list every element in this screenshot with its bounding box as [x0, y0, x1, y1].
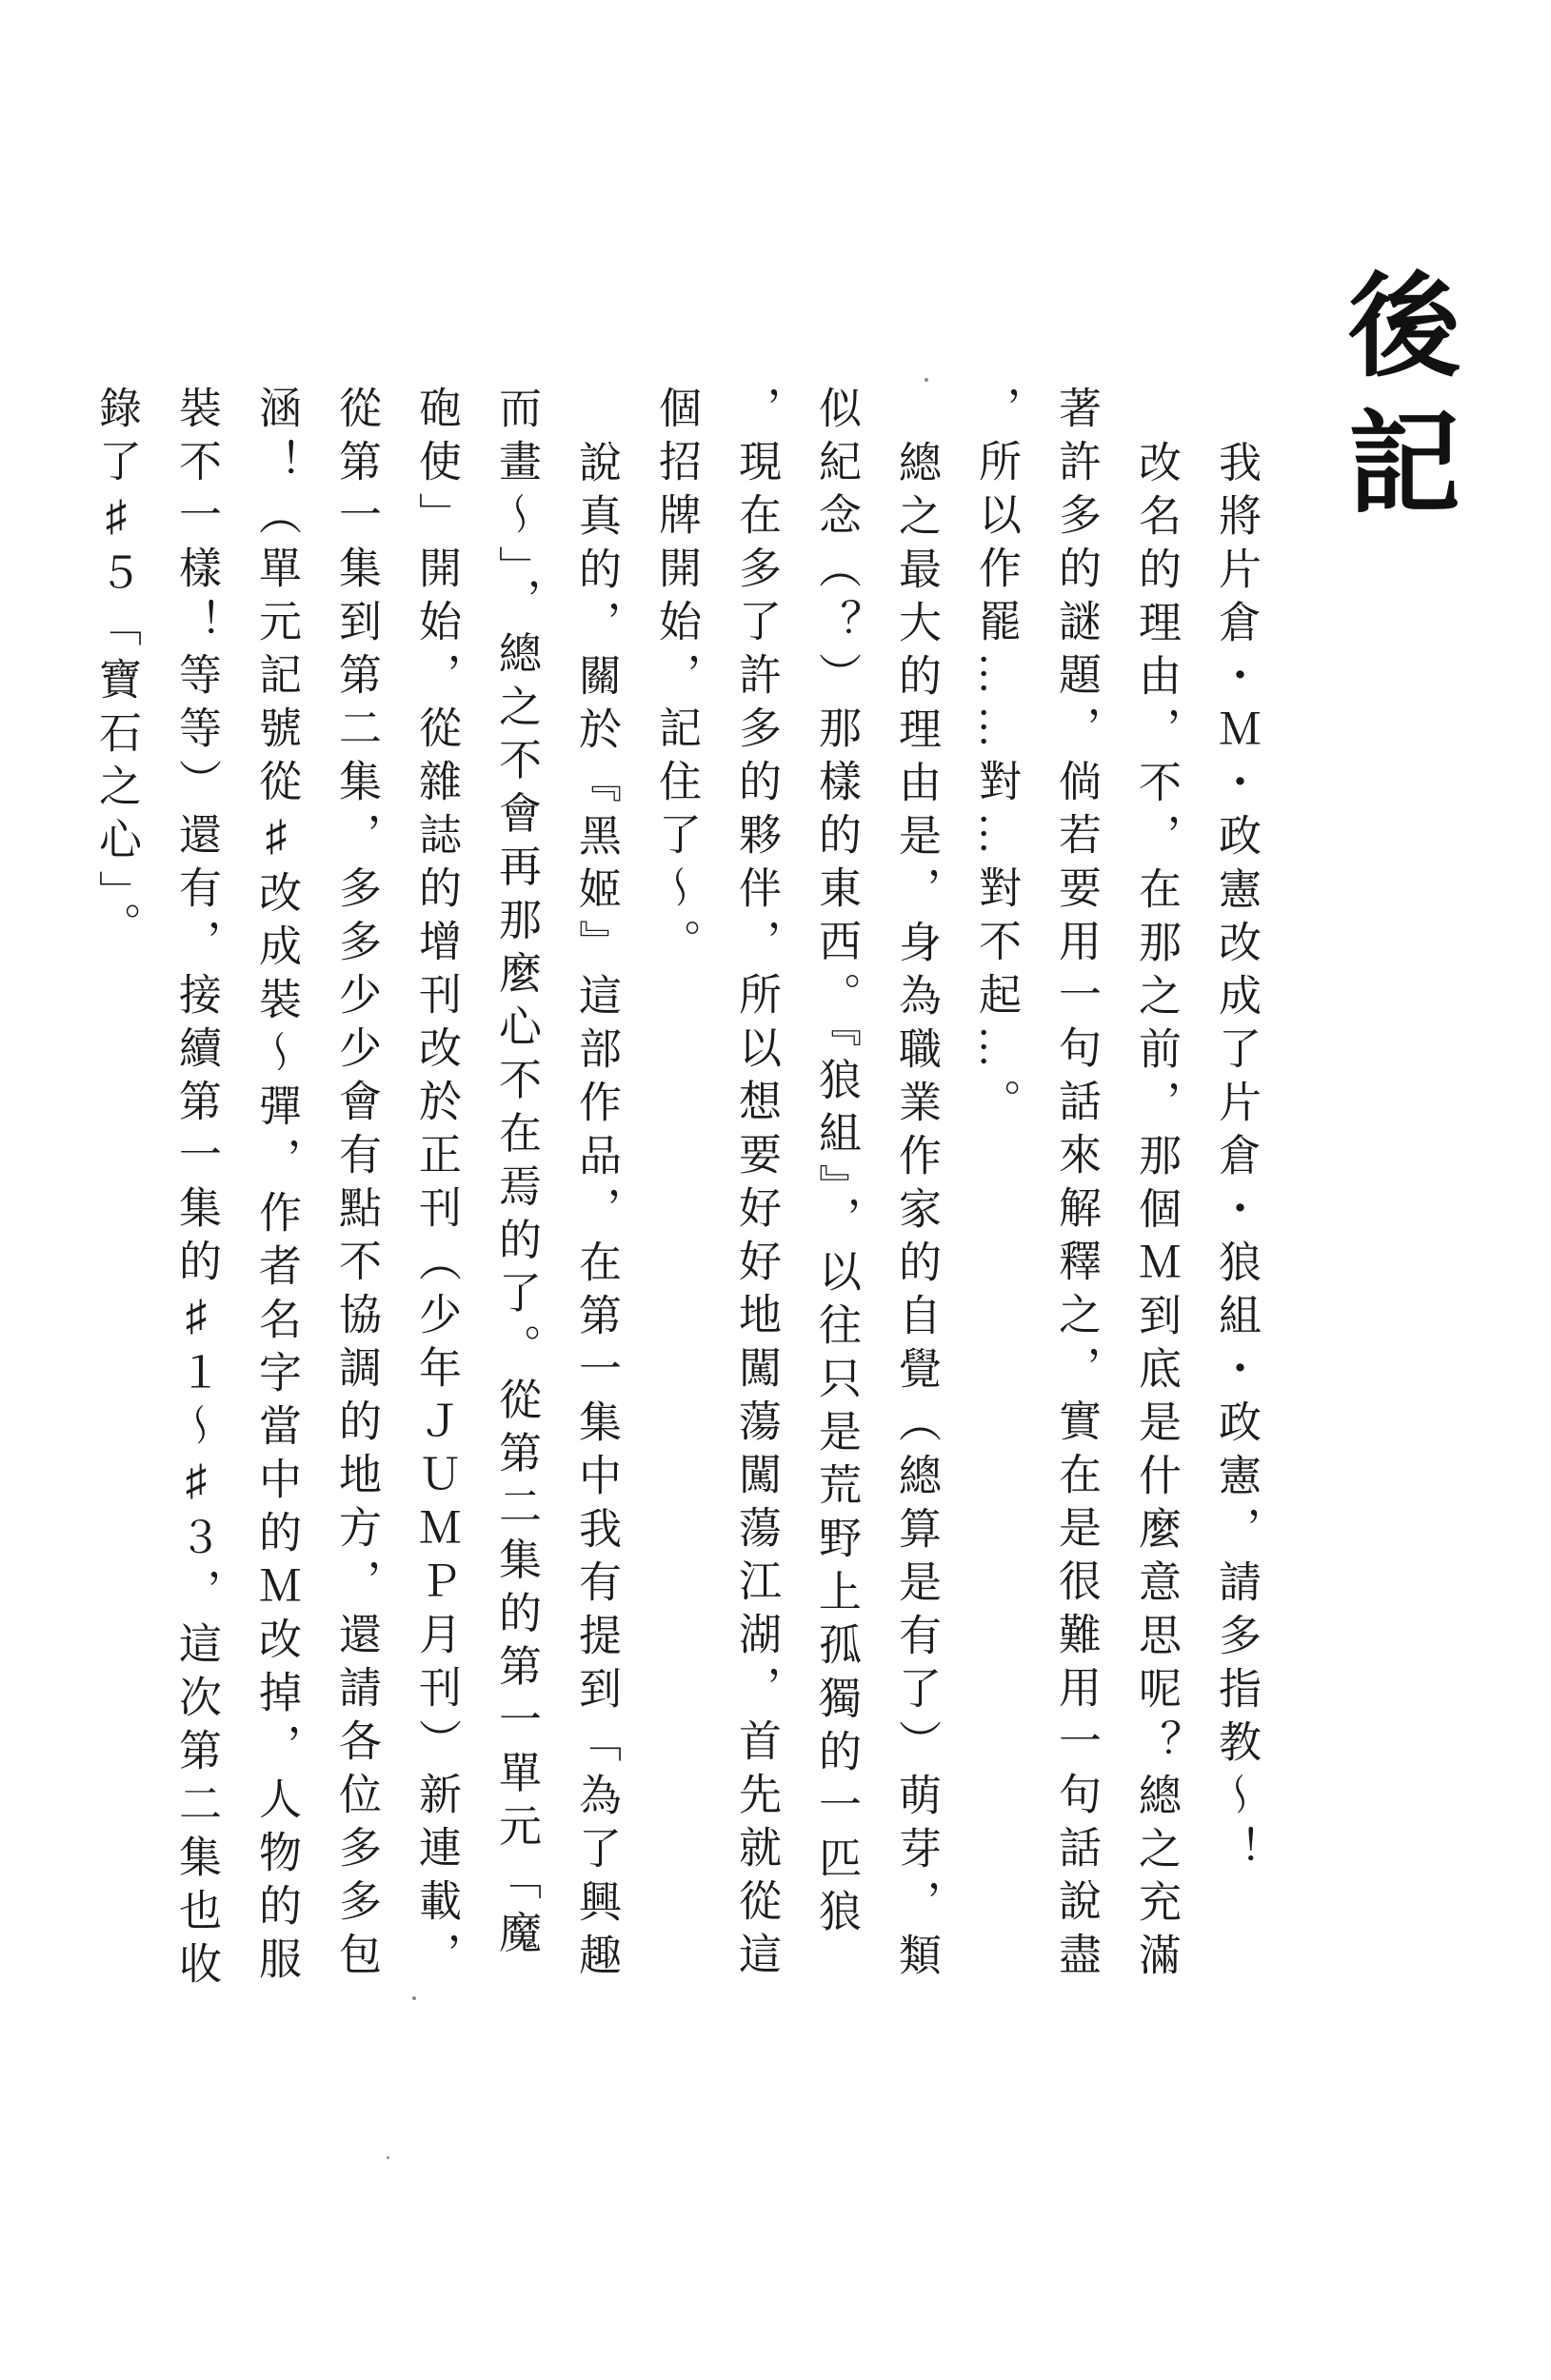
- text-column-12: 從第一集到第二集，多多少少會有點不協調的地方，還請各位多多包: [332, 386, 380, 1985]
- text-column-2: 改名的理由，不，在那之前，那個Ｍ到底是什麼意思呢？總之充滿: [1132, 440, 1180, 1986]
- text-column-6: 似紀念（？）那樣的東西。『狼組』，以往只是荒野上孤獨的一匹狼: [812, 386, 860, 1942]
- text-column-4: ，所以作罷……對…對不起…。: [972, 386, 1020, 1132]
- page-title: 後記: [1331, 267, 1456, 541]
- text-column-5: 總之最大的理由是，身為職業作家的自覺（總算是有了）萌芽，類: [892, 440, 940, 1986]
- text-column-3: 著許多的謎題，倘若要用一句話來解釋之，實在是很難用一句話說盡: [1052, 386, 1100, 1985]
- scan-speck: [925, 378, 928, 382]
- text-column-14: 裝不一樣！等等）還有，接續第一集的♯１～♯３，這次第二集也收: [172, 386, 220, 1994]
- text-column-7: ，現在多了許多的夥伴，所以想要好好地闖蕩闖蕩江湖，首先就從這: [732, 386, 780, 1985]
- text-column-1: 我將片倉・Ｍ・政憲改成了片倉・狼組・政憲，請多指教～！: [1212, 440, 1260, 1879]
- text-column-15: 錄了♯５「寶石之心」。: [92, 386, 140, 956]
- text-column-13: 涵！（單元記號從♯改成裝～彈，作者名字當中的Ｍ改掉，人物的服: [252, 386, 300, 1990]
- text-column-10: 而畫～」，總之不會再那麼心不在焉的了。從第二集的第一單元「魔: [492, 386, 540, 1964]
- text-column-11: 砲使」開始，從雜誌的增刊改於正刊（少年ＪＵＭＰ月刊）新連載，: [412, 386, 460, 1985]
- scan-speck: [412, 1996, 416, 2000]
- text-column-9: 說真的，關於『黑姬』這部作品，在第一集中我有提到「為了興趣: [572, 440, 620, 1986]
- text-column-8: 個招牌開始，記住了～。: [652, 386, 700, 972]
- scan-speck: [387, 2156, 389, 2159]
